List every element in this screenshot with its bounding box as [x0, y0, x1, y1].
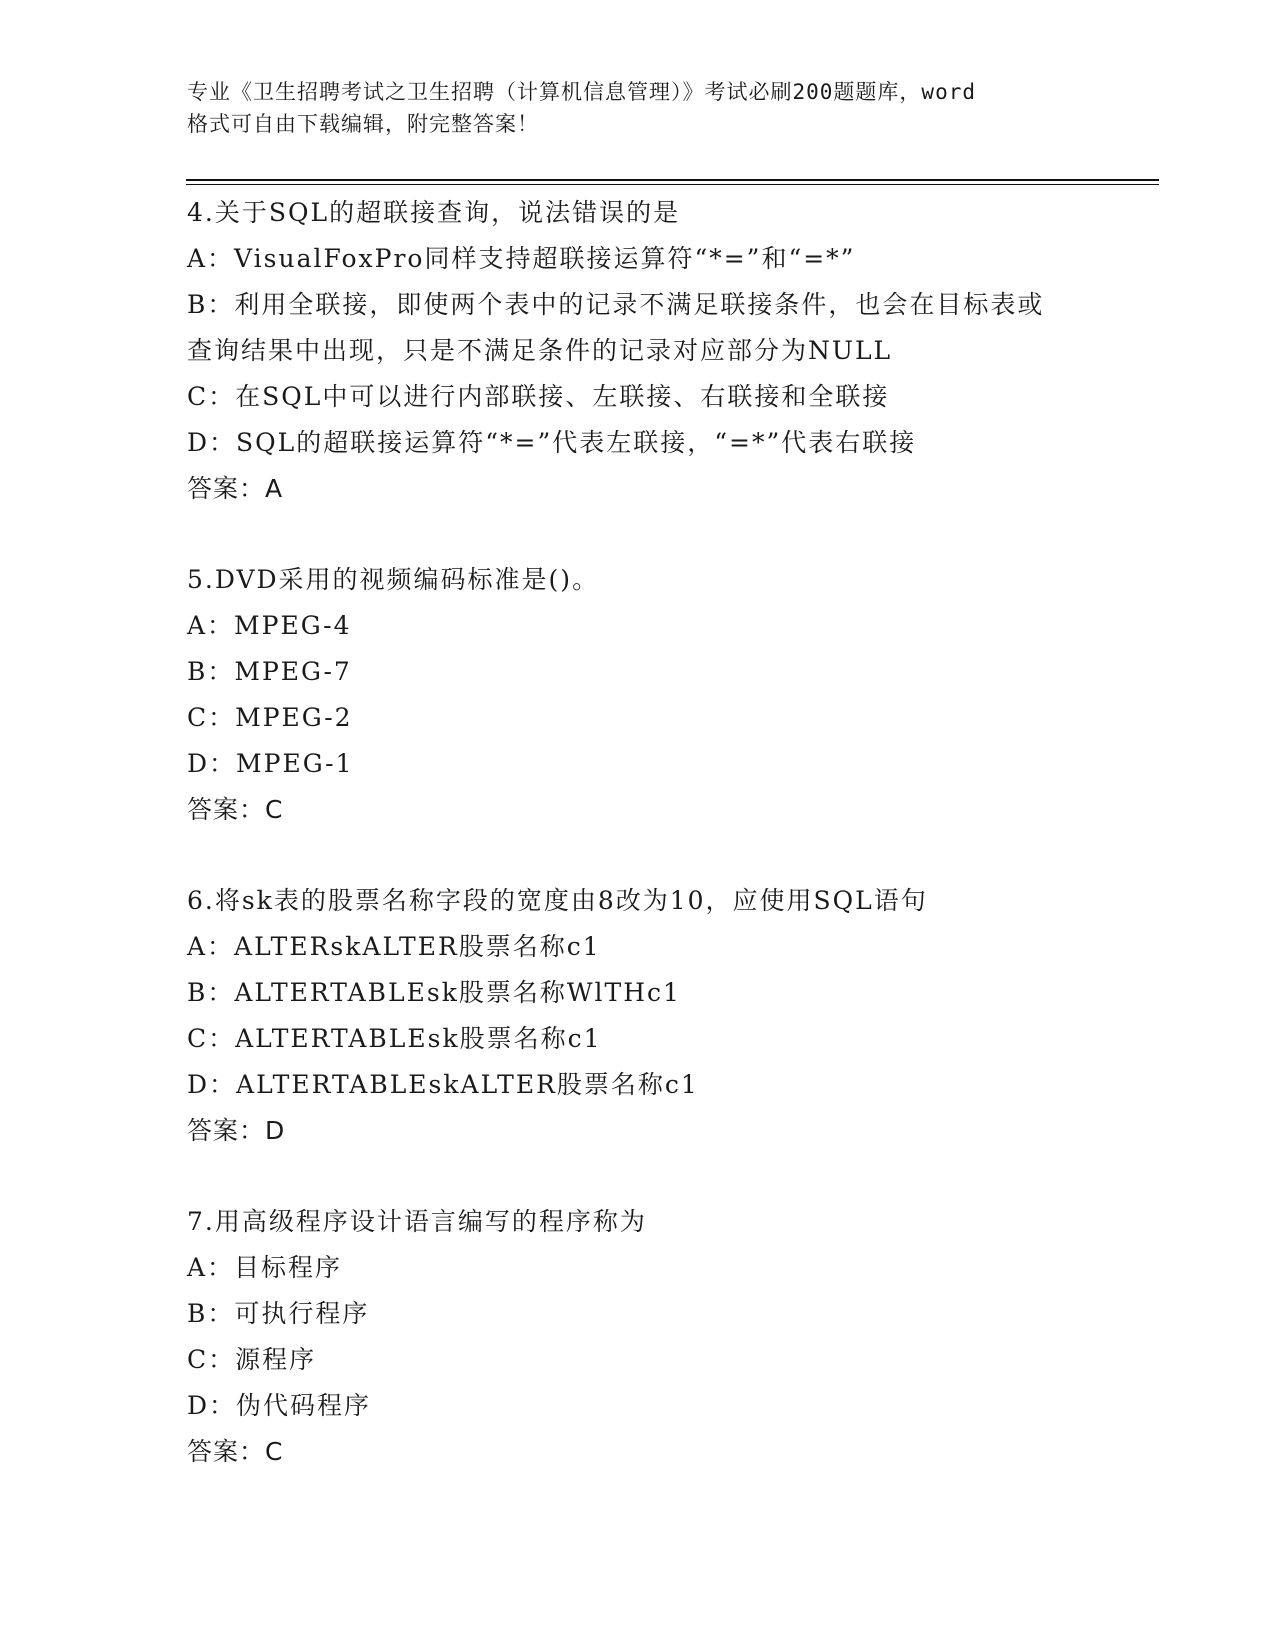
- document-header: [187, 76, 1087, 140]
- option-a: A：VisualFoxPro同样支持超联接运算符“*=”和“=*”: [187, 244, 856, 273]
- question-list: [187, 190, 1147, 1520]
- option-b: B：利用全联接，即使两个表中的记录不满足联接条件，也会在目标表或查询结果中出现，只是不满足条件的记录对应部分为NULL: [187, 290, 1045, 365]
- option-d: D：SQL的超联接运算符“*=”代表左联接，“=*”代表右联接: [187, 428, 917, 457]
- option-c: C：在SQL中可以进行内部联接、左联接、右联接和全联接: [187, 382, 890, 411]
- question-5: [187, 557, 1147, 833]
- answer-text: 答案：D: [187, 1116, 286, 1145]
- option-c: C：ALTERTABLEsk股票名称c1: [187, 1024, 602, 1053]
- question-stem: 5.DVD采用的视频编码标准是()。: [187, 565, 600, 594]
- question-7: [187, 1199, 1147, 1475]
- header-divider-thin: [186, 184, 1159, 185]
- question-stem: 4.关于SQL的超联接查询，说法错误的是: [187, 198, 681, 227]
- option-b: B：MPEG-7: [187, 657, 352, 686]
- header-line-1: 专业《卫生招聘考试之卫生招聘（计算机信息管理）》考试必刷200题题库，word: [187, 80, 976, 104]
- answer-text: 答案：C: [187, 795, 284, 824]
- option-c: C：源程序: [187, 1345, 317, 1374]
- option-d: D：伪代码程序: [187, 1391, 372, 1420]
- question-stem: 6.将sk表的股票名称字段的宽度由8改为10，应使用SQL语句: [187, 886, 928, 915]
- option-d: D：ALTERTABLEskALTER股票名称c1: [187, 1070, 699, 1099]
- question-stem: 7.用高级程序设计语言编写的程序称为: [187, 1207, 647, 1236]
- option-b: B：ALTERTABLEsk股票名称WlTHc1: [187, 978, 681, 1007]
- option-d: D：MPEG-1: [187, 749, 354, 778]
- header-divider-thick: [186, 179, 1159, 181]
- question-6: [187, 878, 1147, 1154]
- option-a: A：MPEG-4: [187, 611, 352, 640]
- answer-text: 答案：A: [187, 474, 284, 503]
- header-line-2: 格式可自由下载编辑，附完整答案！: [187, 112, 539, 136]
- answer-text: 答案：C: [187, 1437, 284, 1466]
- option-a: A：ALTERskALTER股票名称c1: [187, 932, 601, 961]
- question-4: [187, 190, 1147, 512]
- option-a: A：目标程序: [187, 1253, 343, 1282]
- option-b: B：可执行程序: [187, 1299, 370, 1328]
- option-c: C：MPEG-2: [187, 703, 353, 732]
